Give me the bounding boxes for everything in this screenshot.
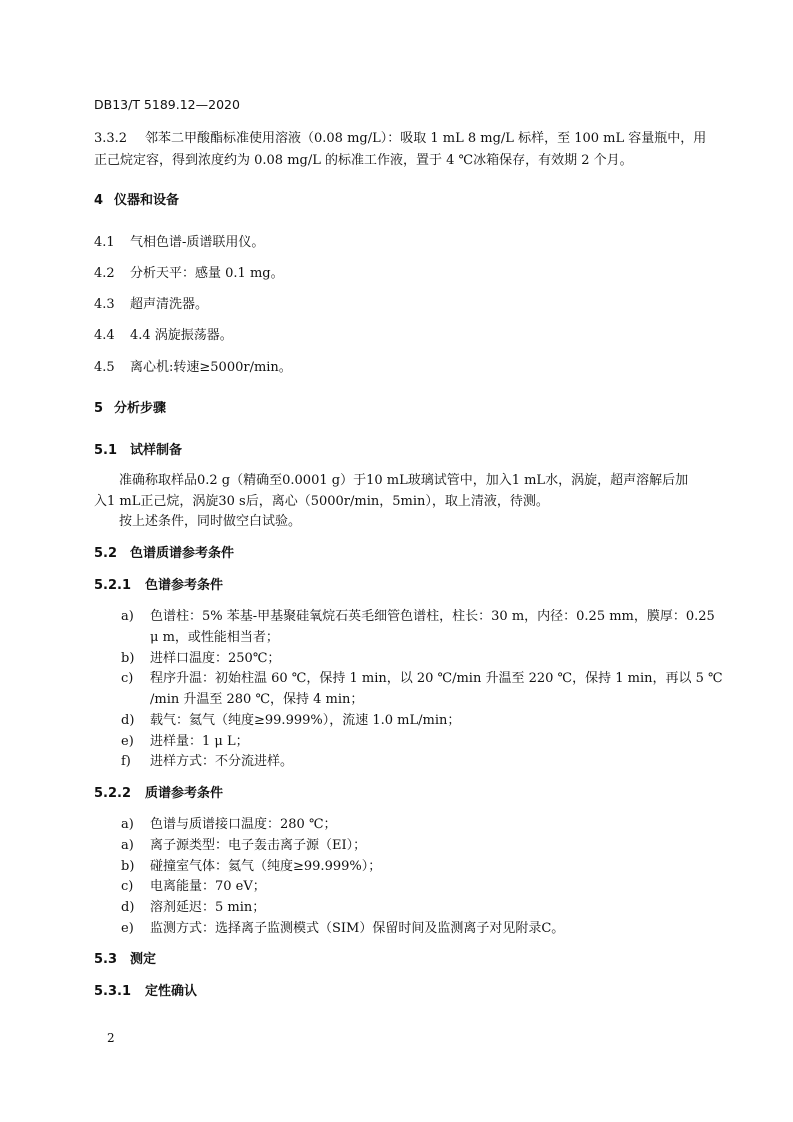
list-item-label: e): [121, 734, 134, 749]
list-item-label: b): [121, 651, 135, 666]
clause-4-5-number: 4.5: [94, 360, 115, 375]
list-item-text-continued: μ m，或性能相当者；: [150, 630, 279, 645]
clause-5-1-para1-line1: 准确称取样品0.2 g（精确至0.0001 g）于10 mL玻璃试管中，加入1 mL水，涡旋，超声溶解后加: [119, 473, 689, 488]
section-5-number: 5: [94, 401, 104, 416]
document-id-header: DB13/T 5189.12—2020: [94, 97, 240, 112]
list-item-text: 色谱与质谱接口温度：280 ℃；: [150, 817, 337, 832]
clause-5-2-2-title: 质谱参考条件: [145, 786, 224, 801]
list-item-text: 电离能量：70 eV；: [150, 879, 266, 894]
list-item-text: 程序升温：初始柱温 60 ℃，保持 1 min，以 20 ℃/min 升温至 220 ℃，保持 1 min，再以 5 ℃: [150, 671, 723, 686]
clause-5-3-number: 5.3: [94, 952, 118, 967]
clause-5-2-1-title: 色谱参考条件: [145, 578, 224, 593]
clause-5-1-number: 5.1: [94, 443, 118, 458]
section-5-title: 分析步骤: [114, 401, 167, 416]
list-item-text: 进样方式：不分流进样。: [150, 754, 294, 769]
clause-4-3-number: 4.3: [94, 297, 115, 312]
clause-5-2-2-number: 5.2.2: [94, 786, 132, 801]
list-item-text: 监测方式：选择离子监测模式（SIM）保留时间及监测离子对见附录C。: [150, 921, 565, 936]
list-item-label: d): [121, 713, 135, 728]
list-item-label: d): [121, 900, 135, 915]
clause-4-3-text: 超声清洗器。: [130, 297, 209, 312]
clause-4-4-text: 4.4 涡旋振荡器。: [130, 328, 233, 343]
list-item-text: 载气：氦气（纯度≥99.999%），流速 1.0 mL/min；: [150, 713, 461, 728]
clause-5-3-1-title: 定性确认: [145, 984, 198, 999]
list-item-text: 进样量：1 μ L；: [150, 734, 249, 749]
section-4-number: 4: [94, 193, 104, 208]
list-item-text: 进样口温度：250℃；: [150, 651, 281, 666]
list-item-label: c): [121, 879, 134, 894]
list-item-label: a): [121, 609, 134, 624]
list-item-label: a): [121, 817, 134, 832]
clause-5-2-1-number: 5.2.1: [94, 578, 132, 593]
clause-5-1-title: 试样制备: [130, 443, 183, 458]
section-4-title: 仪器和设备: [114, 193, 180, 208]
clause-5-2-number: 5.2: [94, 546, 118, 561]
list-item-label: a): [121, 838, 134, 853]
clause-3-3-2-number: 3.3.2: [94, 131, 128, 146]
clause-4-1-number: 4.1: [94, 235, 115, 250]
clause-4-1-text: 气相色谱-质谱联用仪。: [130, 235, 265, 250]
clause-5-1-para1-line2: 入1 mL正己烷，涡旋30 s后，离心（5000r/min，5min），取上清液，待测。: [94, 494, 549, 509]
list-item-text-continued: /min 升温至 280 ℃，保持 4 min；: [150, 692, 364, 707]
list-item-label: f): [121, 754, 131, 769]
clause-5-3-1-number: 5.3.1: [94, 984, 132, 999]
clause-5-3-title: 测定: [130, 952, 157, 967]
clause-4-2-text: 分析天平：感量 0.1 mg。: [130, 266, 284, 281]
clause-3-3-2-line1: 邻苯二甲酸酯标准使用溶液（0.08 mg/L）：吸取 1 mL 8 mg/L 标样，至 100 mL 容量瓶中，用: [145, 131, 707, 146]
list-item-text: 溶剂延迟：5 min；: [150, 900, 266, 915]
clause-3-3-2-line2: 正己烷定容，得到浓度约为 0.08 mg/L 的标准工作液，置于 4 ℃冰箱保存，有效期 2 个月。: [94, 153, 633, 168]
clause-4-4-number: 4.4: [94, 328, 115, 343]
list-item-label: c): [121, 671, 134, 686]
list-item-text: 离子源类型：电子轰击离子源（EI）；: [150, 838, 367, 853]
page-number: 2: [107, 1031, 115, 1045]
list-item-label: b): [121, 859, 135, 874]
clause-5-1-para2: 按上述条件，同时做空白试验。: [119, 514, 302, 529]
clause-4-2-number: 4.2: [94, 266, 115, 281]
clause-4-5-text: 离心机:转速≥5000r/min。: [130, 360, 292, 375]
list-item-text: 色谱柱：5% 苯基-甲基聚硅氧烷石英毛细管色谱柱，柱长：30 m，内径：0.25 mm，膜厚：0.25: [150, 609, 715, 624]
list-item-label: e): [121, 921, 134, 936]
list-item-text: 碰撞室气体：氦气（纯度≥99.999%）；: [150, 859, 382, 874]
clause-5-2-title: 色谱质谱参考条件: [130, 546, 235, 561]
